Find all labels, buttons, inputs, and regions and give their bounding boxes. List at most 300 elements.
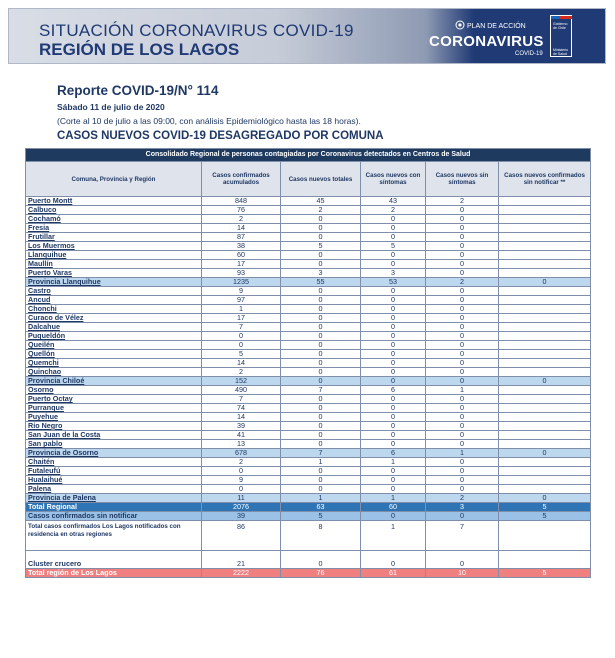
table-row [26, 269, 591, 278]
table-cell [499, 404, 591, 413]
table-cell: 2222 [202, 569, 281, 578]
table-cell: 21 [202, 551, 281, 569]
table-cell: 38 [202, 242, 281, 251]
column-header: Casos confirmados acumulados [202, 162, 281, 197]
table-cell: 0 [281, 251, 361, 260]
table-cell: 2 [426, 494, 499, 503]
row-label: Puyehue [26, 413, 202, 422]
plan-label: PLAN DE ACCIÓN [467, 23, 526, 30]
table-cell: 0 [281, 296, 361, 305]
table-cell [499, 251, 591, 260]
table-cell [499, 269, 591, 278]
table-cell: 0 [281, 341, 361, 350]
table-cell: 0 [426, 467, 499, 476]
table-cell: 2 [202, 458, 281, 467]
table-cell: 5 [281, 242, 361, 251]
table-cell: 0 [361, 440, 426, 449]
table-cell: 2 [426, 197, 499, 206]
row-label: Provincia Chiloé [26, 377, 202, 386]
table-cell: 0 [361, 305, 426, 314]
table-cell [499, 431, 591, 440]
table-cell: 0 [426, 233, 499, 242]
table-cell [499, 233, 591, 242]
table-row-crucero [26, 551, 591, 569]
table-cell [499, 215, 591, 224]
brand-sub-label: COVID-19 [515, 51, 543, 57]
table-cell: 10 [426, 569, 499, 578]
table-cell [499, 368, 591, 377]
table-cell: 39 [202, 422, 281, 431]
table-cell: 0 [361, 224, 426, 233]
table-cell: 0 [426, 305, 499, 314]
table-cell [499, 386, 591, 395]
table-cell: 2 [202, 368, 281, 377]
table-cell: 0 [202, 332, 281, 341]
table-cell: 0 [202, 341, 281, 350]
table-row [26, 242, 591, 251]
table-cell: 0 [361, 251, 426, 260]
table-cell [499, 206, 591, 215]
table-cell: 152 [202, 377, 281, 386]
report-cut-note: (Corte al 10 de julio a las 09:00, con análisis Epidemiológico hasta las 18 horas). [57, 116, 361, 126]
table-cell [499, 197, 591, 206]
column-header: Comuna, Provincia y Región [26, 162, 202, 197]
table-cell: 1235 [202, 278, 281, 287]
row-label: Hualaihué [26, 476, 202, 485]
table-cell [499, 314, 591, 323]
table-cell: 1 [426, 386, 499, 395]
header-banner [8, 8, 606, 64]
table-cell: 41 [202, 431, 281, 440]
table-row-sinnot [26, 512, 591, 521]
table-cell: 0 [281, 422, 361, 431]
table-row [26, 197, 591, 206]
row-label: Fresia [26, 224, 202, 233]
table-cell: 0 [426, 404, 499, 413]
row-label: Calbuco [26, 206, 202, 215]
table-cell: 0 [281, 395, 361, 404]
table-cell: 0 [361, 359, 426, 368]
table-cell: 0 [281, 350, 361, 359]
table-cell: 0 [281, 551, 361, 569]
brand-label: CORONAVIRUS [429, 33, 544, 50]
row-label: Curaco de Vélez [26, 314, 202, 323]
row-label: Río Negro [26, 422, 202, 431]
table-cell: 13 [202, 440, 281, 449]
table-cell: 0 [281, 476, 361, 485]
table-cell: 9 [202, 287, 281, 296]
table-cell: 0 [426, 422, 499, 431]
table-cell: 0 [361, 512, 426, 521]
table-cell: 45 [281, 197, 361, 206]
table-cell: 7 [202, 323, 281, 332]
table-cell: 0 [281, 431, 361, 440]
table-row [26, 368, 591, 377]
row-label: Total Regional [26, 503, 202, 512]
table-cell [499, 242, 591, 251]
table-cell: 0 [202, 467, 281, 476]
table-cell [499, 287, 591, 296]
table-cell: 0 [361, 377, 426, 386]
column-header: Casos nuevos totales [281, 162, 361, 197]
row-label: Queilén [26, 341, 202, 350]
table-cell: 7 [281, 386, 361, 395]
row-label: Futaleufú [26, 467, 202, 476]
table-cell: 6 [361, 386, 426, 395]
table-cell: 0 [426, 215, 499, 224]
table-cell: 490 [202, 386, 281, 395]
table-cell: 0 [281, 485, 361, 494]
table-row [26, 206, 591, 215]
column-header: Casos nuevos sin síntomas [426, 162, 499, 197]
table-cell: 0 [426, 314, 499, 323]
table-cell [499, 224, 591, 233]
table-cell: 0 [281, 224, 361, 233]
table-cell: 0 [281, 287, 361, 296]
table-row [26, 251, 591, 260]
table-cell: 55 [281, 278, 361, 287]
table-cell: 0 [426, 251, 499, 260]
table-cell: 17 [202, 260, 281, 269]
table-cell: 9 [202, 476, 281, 485]
table-cell: 0 [361, 368, 426, 377]
row-label: Chaitén [26, 458, 202, 467]
table-cell: 97 [202, 296, 281, 305]
table-cell: 0 [281, 467, 361, 476]
table-cell: 5 [499, 512, 591, 521]
table-cell: 2076 [202, 503, 281, 512]
row-label: Quemchi [26, 359, 202, 368]
table-cell [499, 422, 591, 431]
table-cell [499, 296, 591, 305]
table-cell: 0 [426, 206, 499, 215]
table-cell: 43 [361, 197, 426, 206]
table-cell: 0 [361, 341, 426, 350]
table-cell: 0 [361, 413, 426, 422]
table-cell: 1 [361, 521, 426, 551]
table-row [26, 404, 591, 413]
table-cell: 0 [281, 305, 361, 314]
table-cell: 53 [361, 278, 426, 287]
table-cell [499, 395, 591, 404]
table-cell: 0 [426, 395, 499, 404]
table-cell: 1 [361, 458, 426, 467]
table-cell: 76 [202, 206, 281, 215]
table-cell: 0 [499, 494, 591, 503]
row-label: Osorno [26, 386, 202, 395]
table-row [26, 431, 591, 440]
table-cell [499, 485, 591, 494]
table-row [26, 422, 591, 431]
row-label: Casos confirmados sin notificar [26, 512, 202, 521]
table-cell: 0 [281, 233, 361, 242]
table-cell: 0 [361, 404, 426, 413]
row-label: Puerto Octay [26, 395, 202, 404]
row-label: Palena [26, 485, 202, 494]
table-cell: 8 [281, 521, 361, 551]
table-cell: 6 [361, 449, 426, 458]
table-cell: 0 [281, 368, 361, 377]
table-cell: 1 [361, 494, 426, 503]
table-cell: 5 [202, 350, 281, 359]
table-row [26, 359, 591, 368]
row-label: Llanquihue [26, 251, 202, 260]
row-label: Provincia Llanquihue [26, 278, 202, 287]
table-cell [499, 350, 591, 359]
report-subtitle: CASOS NUEVOS COVID-19 DESAGREGADO POR COMUNA [57, 130, 384, 142]
table-cell: 0 [361, 323, 426, 332]
row-label: Provincia de Osorno [26, 449, 202, 458]
header-title-line1: SITUACIÓN CORONAVIRUS COVID-19 [39, 21, 354, 40]
header-title-line2: REGIÓN DE LOS LAGOS [39, 40, 240, 59]
table-row [26, 260, 591, 269]
table-cell [499, 305, 591, 314]
row-label: Purranque [26, 404, 202, 413]
row-label: Dalcahue [26, 323, 202, 332]
table-cell: 0 [499, 278, 591, 287]
table-row [26, 287, 591, 296]
row-label: Maullín [26, 260, 202, 269]
table-cell: 7 [202, 395, 281, 404]
table-row [26, 440, 591, 449]
table-cell: 0 [361, 431, 426, 440]
table-cell: 60 [361, 503, 426, 512]
table-cell: 0 [426, 269, 499, 278]
table-cell: 5 [499, 503, 591, 512]
flag-blue-bar [551, 16, 560, 19]
table-row-prov [26, 377, 591, 386]
table-row-prov [26, 278, 591, 287]
table-cell [499, 476, 591, 485]
row-label: Castro [26, 287, 202, 296]
table-cell [499, 332, 591, 341]
table-cell: 61 [361, 569, 426, 578]
table-cell [499, 458, 591, 467]
row-label: Total casos confirmados Los Lagos notificados con residencia en otras regiones [26, 521, 202, 551]
table-row [26, 467, 591, 476]
table-cell: 0 [426, 368, 499, 377]
table-row [26, 485, 591, 494]
table-cell: 93 [202, 269, 281, 278]
table-cell [499, 467, 591, 476]
table-cell: 2 [426, 278, 499, 287]
table-row [26, 395, 591, 404]
table-cell: 1 [281, 458, 361, 467]
table-cell: 0 [426, 458, 499, 467]
table-cell: 0 [361, 215, 426, 224]
table-cell: 0 [361, 296, 426, 305]
table-cell: 0 [281, 440, 361, 449]
table-cell: 14 [202, 413, 281, 422]
table-row [26, 458, 591, 467]
table-cell: 87 [202, 233, 281, 242]
table-cell: 11 [202, 494, 281, 503]
table-row [26, 413, 591, 422]
table-cell: 0 [361, 476, 426, 485]
table-header-row [26, 162, 591, 197]
table-cell: 0 [361, 395, 426, 404]
table-cell: 1 [202, 305, 281, 314]
row-label: Puerto Montt [26, 197, 202, 206]
table-cell: 0 [426, 287, 499, 296]
table-cell: 14 [202, 359, 281, 368]
report-date: Sábado 11 de julio de 2020 [57, 102, 165, 112]
table-cell: 0 [426, 377, 499, 386]
table-cell: 3 [361, 269, 426, 278]
table-row-otras [26, 521, 591, 551]
table-cell: 0 [361, 314, 426, 323]
row-label: Provincia de Palena [26, 494, 202, 503]
table-cell: 0 [426, 260, 499, 269]
table-cell: 0 [426, 323, 499, 332]
table-row [26, 224, 591, 233]
report-title: Reporte COVID-19/N° 114 [57, 83, 219, 98]
table-cell: 0 [499, 377, 591, 386]
table-cell [499, 521, 591, 551]
table-cell: 86 [202, 521, 281, 551]
table-cell: 5 [281, 512, 361, 521]
table-cell [499, 440, 591, 449]
table-cell: 0 [426, 431, 499, 440]
row-label: Los Muermos [26, 242, 202, 251]
table-row [26, 314, 591, 323]
table-cell: 0 [426, 485, 499, 494]
table-cell: 74 [202, 404, 281, 413]
table-cell: 1 [281, 494, 361, 503]
row-label: Quinchao [26, 368, 202, 377]
table-row [26, 386, 591, 395]
cases-table [25, 148, 591, 578]
table-cell: 0 [361, 287, 426, 296]
table-row [26, 233, 591, 242]
table-cell: 0 [281, 377, 361, 386]
table-body [26, 197, 591, 578]
table-row [26, 476, 591, 485]
table-cell: 0 [426, 551, 499, 569]
table-cell: 5 [361, 242, 426, 251]
row-label: Frutillar [26, 233, 202, 242]
table-cell: 60 [202, 251, 281, 260]
table-cell [499, 341, 591, 350]
row-label: San pablo [26, 440, 202, 449]
table-cell: 0 [281, 332, 361, 341]
table-row [26, 323, 591, 332]
table-row [26, 350, 591, 359]
table-cell: 0 [426, 242, 499, 251]
table-cell: 2 [202, 215, 281, 224]
table-cell: 0 [426, 359, 499, 368]
table-row [26, 341, 591, 350]
gob-bottom-text: Ministerio de Salud [553, 48, 568, 56]
table-cell: 0 [426, 413, 499, 422]
table-cell: 2 [361, 206, 426, 215]
table-cell [499, 413, 591, 422]
gob-top-text: Gobierno de Chile [553, 22, 568, 30]
table-cell: 0 [281, 404, 361, 413]
table-row-total [26, 503, 591, 512]
table-cell: 0 [202, 485, 281, 494]
table-cell: 0 [361, 332, 426, 341]
row-label: Puqueldón [26, 332, 202, 341]
row-label: San Juan de la Costa [26, 431, 202, 440]
table-cell: 7 [281, 449, 361, 458]
table-cell: 76 [281, 569, 361, 578]
table-cell: 2 [281, 206, 361, 215]
table-cell: 5 [499, 569, 591, 578]
table-cell: 0 [361, 350, 426, 359]
column-header: Casos nuevos confirmados sin notificar ** [499, 162, 591, 197]
table-cell: 0 [281, 413, 361, 422]
row-label: Ancud [26, 296, 202, 305]
table-cell: 848 [202, 197, 281, 206]
table-cell: 0 [281, 359, 361, 368]
table-cell [499, 323, 591, 332]
table-cell: 0 [361, 260, 426, 269]
plan-logo-icon [455, 20, 465, 30]
table-cell: 0 [361, 467, 426, 476]
table-row [26, 332, 591, 341]
table-cell: 0 [499, 449, 591, 458]
table-cell: 0 [361, 485, 426, 494]
table-cell: 0 [426, 350, 499, 359]
table-cell: 3 [281, 269, 361, 278]
table-row [26, 215, 591, 224]
table-cell: 678 [202, 449, 281, 458]
table-cell: 0 [426, 476, 499, 485]
table-cell: 0 [361, 422, 426, 431]
row-label: Cochamó [26, 215, 202, 224]
table-cell: 7 [426, 521, 499, 551]
table-cell: 0 [426, 512, 499, 521]
table-cell: 0 [426, 296, 499, 305]
row-label: Puerto Varas [26, 269, 202, 278]
table-caption: Consolidado Regional de personas contagiadas por Coronavirus detectados en Centros de Salud [26, 149, 591, 162]
table-cell: 14 [202, 224, 281, 233]
table-cell: 1 [426, 449, 499, 458]
table-cell: 0 [426, 341, 499, 350]
table-cell: 39 [202, 512, 281, 521]
row-label: Total región de Los Lagos [26, 569, 202, 578]
table-cell: 0 [281, 323, 361, 332]
table-cell: 0 [281, 215, 361, 224]
row-label: Chonchi [26, 305, 202, 314]
table-cell: 17 [202, 314, 281, 323]
table-cell: 0 [281, 260, 361, 269]
table-cell: 63 [281, 503, 361, 512]
table-cell: 0 [361, 551, 426, 569]
table-cell: 0 [361, 233, 426, 242]
table-row [26, 305, 591, 314]
row-label: Quellón [26, 350, 202, 359]
table-cell: 3 [426, 503, 499, 512]
table-row-prov [26, 449, 591, 458]
table-cell: 0 [426, 224, 499, 233]
table-cell [499, 359, 591, 368]
table-cell [499, 551, 591, 569]
table-cell: 0 [281, 314, 361, 323]
table-row [26, 296, 591, 305]
flag-red-bar [560, 16, 572, 19]
row-label: Cluster crucero [26, 551, 202, 569]
gobierno-logo [550, 15, 572, 57]
cases-table-container [25, 148, 590, 578]
table-cell: 0 [426, 332, 499, 341]
table-cell: 0 [426, 440, 499, 449]
table-row-prov [26, 494, 591, 503]
table-cell [499, 260, 591, 269]
table-row-final [26, 569, 591, 578]
column-header: Casos nuevos con síntomas [361, 162, 426, 197]
